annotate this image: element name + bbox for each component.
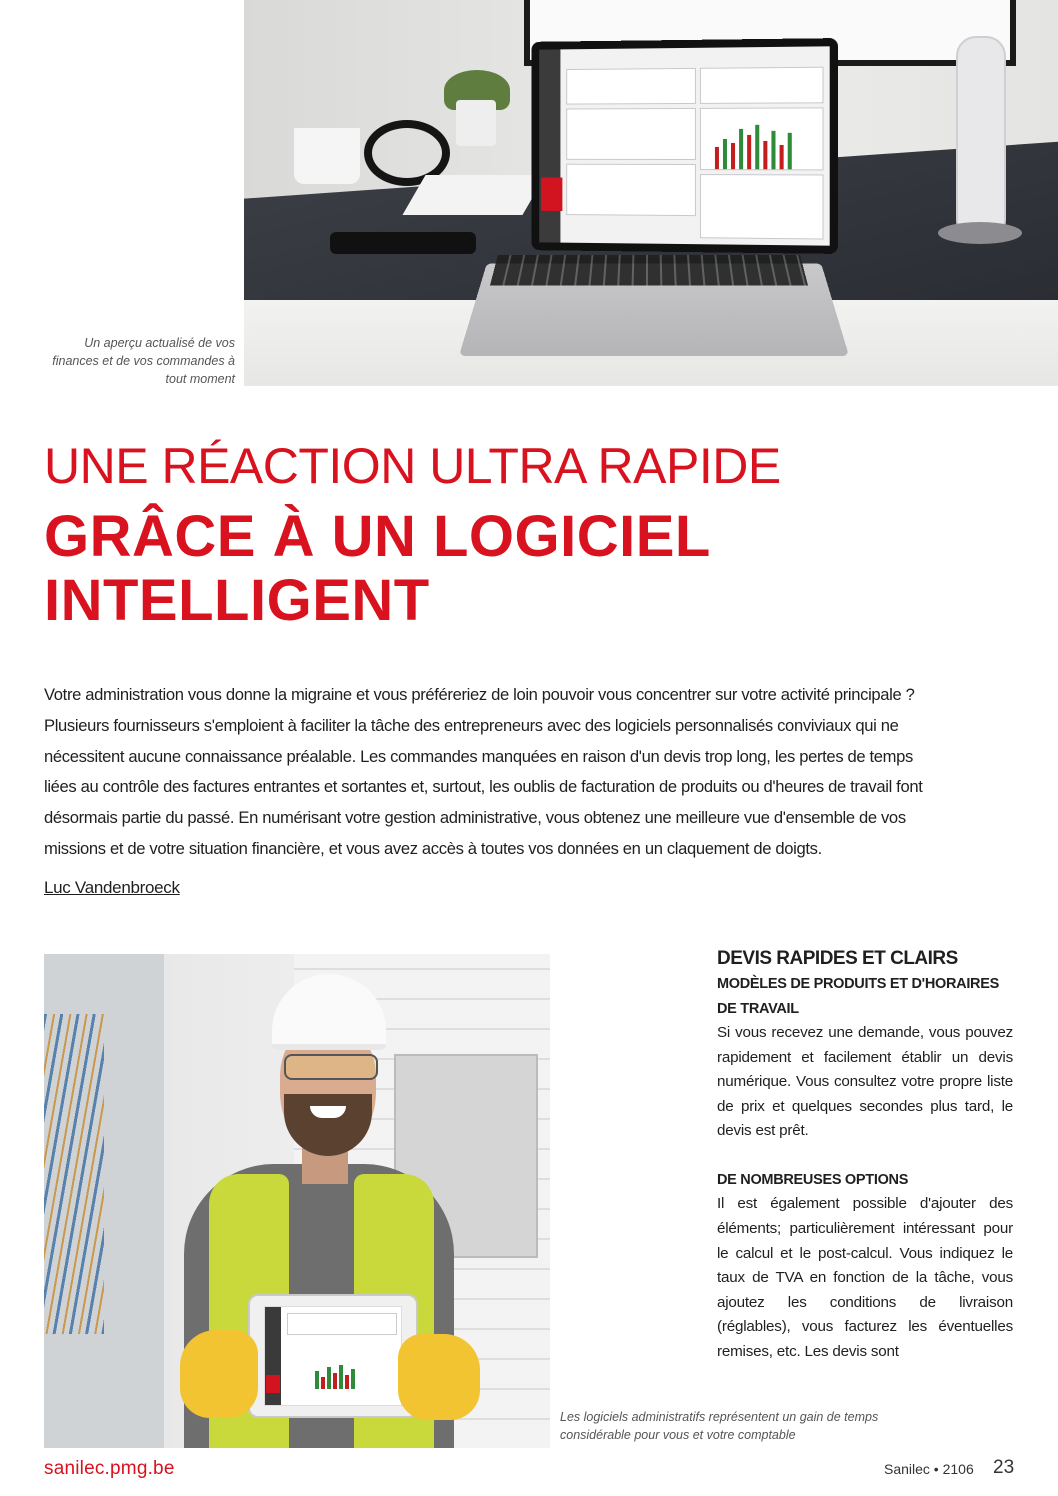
chart-bar [315,1371,319,1389]
logo-icon [541,177,562,211]
footer-website: sanilec.pmg.be [44,1458,175,1479]
work-glove [180,1330,258,1418]
dashboard-panel [566,68,696,105]
tablet-dashboard [264,1306,402,1406]
dashboard-panel [700,174,824,239]
headline-line-1: UNE RÉACTION ULTRA RAPIDE [44,438,781,494]
keyboard [402,175,545,215]
dashboard-sidebar [539,49,560,242]
chart-bar [755,125,759,169]
article-column [717,946,1013,1365]
page-number: 23 [993,1457,1015,1478]
laptop-desk-photo [244,0,1058,386]
plant-pot [456,100,496,146]
spacer [717,1144,1013,1168]
chart-bar [747,135,751,169]
chart-panel [700,107,824,170]
chart-bar [333,1373,337,1389]
chart-bar [715,147,719,169]
software-dashboard [539,46,829,245]
chart-bar [731,143,735,169]
work-glove [398,1334,480,1420]
section-text: Il est également possible d'ajouter des éléments; particulièrement intéressant pour le calcul et le post-calcul. Vous indiquez le taux de TVA en fonction de la tâche, vous ajoutez les conditions de livraison (réglables), vous facturez les éventuelles remises, etc. Les devis sont [717,1195,1013,1361]
footer-magazine: Sanilec • 2106 [884,1461,974,1477]
chart-bar [788,133,792,169]
chart-bar [723,139,727,169]
dashboard-panel [566,164,696,216]
section-text: Si vous recevez une demande, vous pouvez rapidement et facilement établir un devis numérique. Vous consultez votre propre liste de prix et quelques secondes plus tard, le devis est prêt. [717,1024,1013,1140]
dashboard-panel [287,1313,397,1335]
tablet [248,1294,418,1418]
chart-bar [327,1367,331,1389]
speaker [956,36,1006,240]
section-title: DEVIS RAPIDES ET CLAIRS [717,948,958,969]
chart-bar [321,1377,325,1389]
safety-glasses [284,1054,378,1080]
chart-bar [771,131,775,169]
chart-bar [345,1375,349,1389]
chart-bar [739,129,743,169]
headline-line-2: GRÂCE À UN LOGICIEL INTELLIGENT [44,504,710,633]
chart-bar [780,145,784,169]
dashboard-panel [566,108,696,160]
laptop-screen [532,38,838,254]
speaker-base [938,222,1022,244]
worker-photo-caption: Les logiciels administratifs représentent un gain de temps considérable pour vous et votre comptable [560,1410,879,1442]
worker-photo [44,954,550,1448]
coffee-mug [294,128,360,184]
section-title: DE NOMBREUSES OPTIONS [717,1171,909,1188]
dashboard-panel [700,67,824,104]
chart-bar [351,1369,355,1389]
chart-bar [339,1365,343,1389]
author-name: Luc Vandenbroeck [44,878,180,897]
cables [44,1014,104,1334]
top-photo-caption: Un aperçu actualisé de vos finances et de vos commandes à tout moment [52,336,235,386]
chart-bar [763,141,767,169]
smartphone [330,232,476,254]
laptop-keyboard [490,255,808,286]
intro-paragraph: Votre administration vous donne la migraine et vous préféreriez de loin pouvoir vous concentrer sur votre activité principale ? Plusieurs fournisseurs s'emploient à faciliter la tâche des entrepreneurs avec des logiciels personnalisés conviviaux qui ne nécessitent aucune connaissance préalable. Les commandes manquées en raison d'un devis trop long, les pertes de temps liées au contrôle des factures entrantes et sortantes et, surtout, les oublis de facturation de produits ou d'heures de travail font désormais partie du passé. En numérisant votre gestion administrative, vous obtenez une meilleure vue d'ensemble de vos missions et de votre situation financière, et vous avez accès à toutes vos données en un claquement de doigts. [44,685,923,858]
section-subtitle: MODÈLES DE PRODUITS ET D'HORAIRES DE TRAVAIL [717,976,999,1017]
logo-icon [266,1375,280,1393]
